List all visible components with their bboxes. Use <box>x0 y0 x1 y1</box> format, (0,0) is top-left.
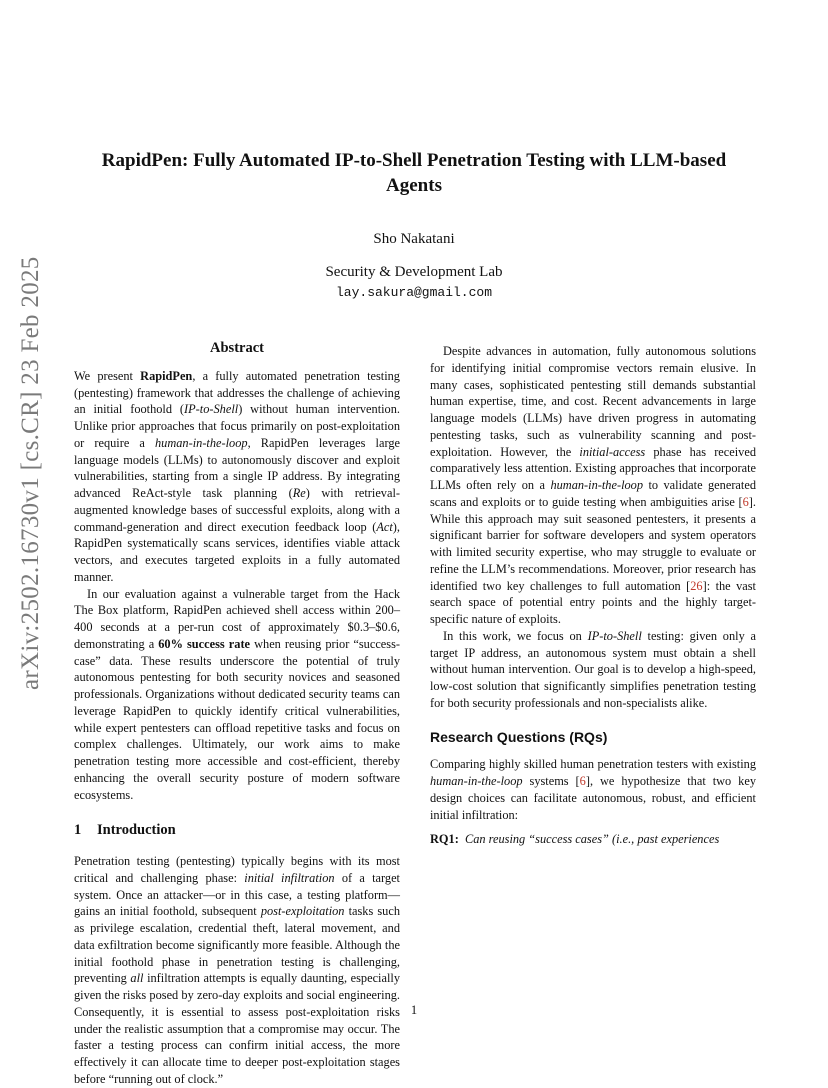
author-email: lay.sakura@gmail.com <box>335 285 493 300</box>
left-column <box>74 340 400 1088</box>
intro-paragraph-1: Penetration testing (pentesting) typically begins with its most critical and challenging phase: initial infiltration of a target system. Once an attacker—or in this case, a testing platform—gains an initial foothold, subsequent post-exploitation tasks such as privilege escalation, credential theft, lateral movement, and data exfiltration become significantly more feasible. Although the initial foothold phase in penetration testing is challenging, preventing all infiltration attempts is equally daunting, especially given the risks posed by zero-day exploits and social engineering. Consequently, it is essential to assess post-exploitation risks under the realistic assumption that a compromise may occur. The faster a testing process can confirm initial access, the more effectively it can allocate time to deeper post-exploitation stages before “running out of clock.” <box>74 854 400 1086</box>
abstract-paragraph-1: We present RapidPen, a fully automated penetration testing (pentesting) framework that addresses the challenge of achieving an initial foothold (IP-to-Shell) without human intervention. Unlike prior approaches that focus primarily on post-exploitation or require a human-in-the-loop, RapidPen leverages large language models (LLMs) to autonomously discover and exploit vulnerabilities, starting from a single IP address. By integrating advanced ReAct-style task planning (Re) with retrieval-augmented knowledge bases of successful exploits, along with a command-generation and direct execution feedback loop (Act), RapidPen systematically scans services, identifies viable attack vectors, and executes targeted exploits in a fully automated manner. <box>74 368 400 584</box>
rq-paragraph: Comparing highly skilled human penetration testers with existing human-in-the-loop systems [6], we hypothesize that two key design choices can facilitate autonomous, robust, and efficient initial infiltration: <box>430 757 756 822</box>
section-number: 1 <box>74 822 82 839</box>
arxiv-identifier-sidebar <box>14 256 48 690</box>
citation-link[interactable]: 6 <box>742 494 749 509</box>
paper-title: RapidPen: Fully Automated IP-to-Shell Penetration Testing with LLM-based Agents <box>101 150 727 196</box>
author-name: Sho Nakatani <box>373 231 455 247</box>
citation-link[interactable]: 26 <box>690 578 703 593</box>
rq1-item <box>430 831 756 848</box>
right-column <box>430 343 756 848</box>
intro-paragraph-3: In this work, we focus on IP-to-Shell testing: given only a target IP address, an autonomous system must obtain a shell without human intervention. Our goal is to develop a high-speed, low-cost solution that significantly simplifies penetration testing for both security professionals and non-specialists alike. <box>430 628 756 710</box>
section-heading-introduction <box>74 822 400 839</box>
arxiv-identifier: arXiv:2502.16730v1 [cs.CR] 23 Feb 2025 <box>17 256 44 690</box>
abstract-heading: Abstract <box>210 340 264 356</box>
abstract-paragraph-2: In our evaluation against a vulnerable target from the Hack The Box platform, RapidPen achieved shell access within 200–400 seconds at a per-run cost of approximately $0.3–$0.6, demonstrating a 60% success rate when reusing prior “success-case” data. These results underscore the potential of truly autonomous pentesting for both security novices and seasoned professionals. Organizations without dedicated security teams can leverage RapidPen to quickly identify critical vulnerabilities, while expert pentesters can offload repetitive tasks and focus on complex challenges. Ultimately, our work aims to make penetration testing more accessible and cost-efficient, thereby enhancing the overall security posture of modern software ecosystems. <box>74 586 400 802</box>
intro-paragraph-2: Despite advances in automation, fully autonomous solutions for identifying initial compromise vectors remain elusive. In many cases, sophisticated pentesting still demands substantial human expertise, time, and cost. Recent advancements in large language models (LLMs) have driven progress in automating pentesting tasks, such as vulnerability scanning and post-exploitation. However, the initial-access phase has received comparatively less attention. Existing approaches that incorporate LLMs often rely on a human-in-the-loop to validate generated scans and exploits or to guide testing when ambiguities arise [6]. While this approach may suit seasoned pentesters, it presents a significant barrier for software developers and system operators with limited security expertise, who may struggle to evaluate or refine the LLM’s recommendations. Moreover, prior research has identified two key challenges to full automation [26]: the vast search space of potential entry points and the highly target-specific nature of exploits. <box>430 344 756 626</box>
rq1-label: RQ1: <box>430 832 459 847</box>
author-affiliation: Security & Development Lab <box>325 264 503 280</box>
rq1-text: Can reusing “success cases” (i.e., past experiences <box>464 832 720 847</box>
citation-link[interactable]: 6 <box>579 774 586 788</box>
section-title: Introduction <box>97 822 176 839</box>
page-number: 1 <box>410 1003 418 1017</box>
research-questions-heading: Research Questions (RQs) <box>430 728 608 745</box>
